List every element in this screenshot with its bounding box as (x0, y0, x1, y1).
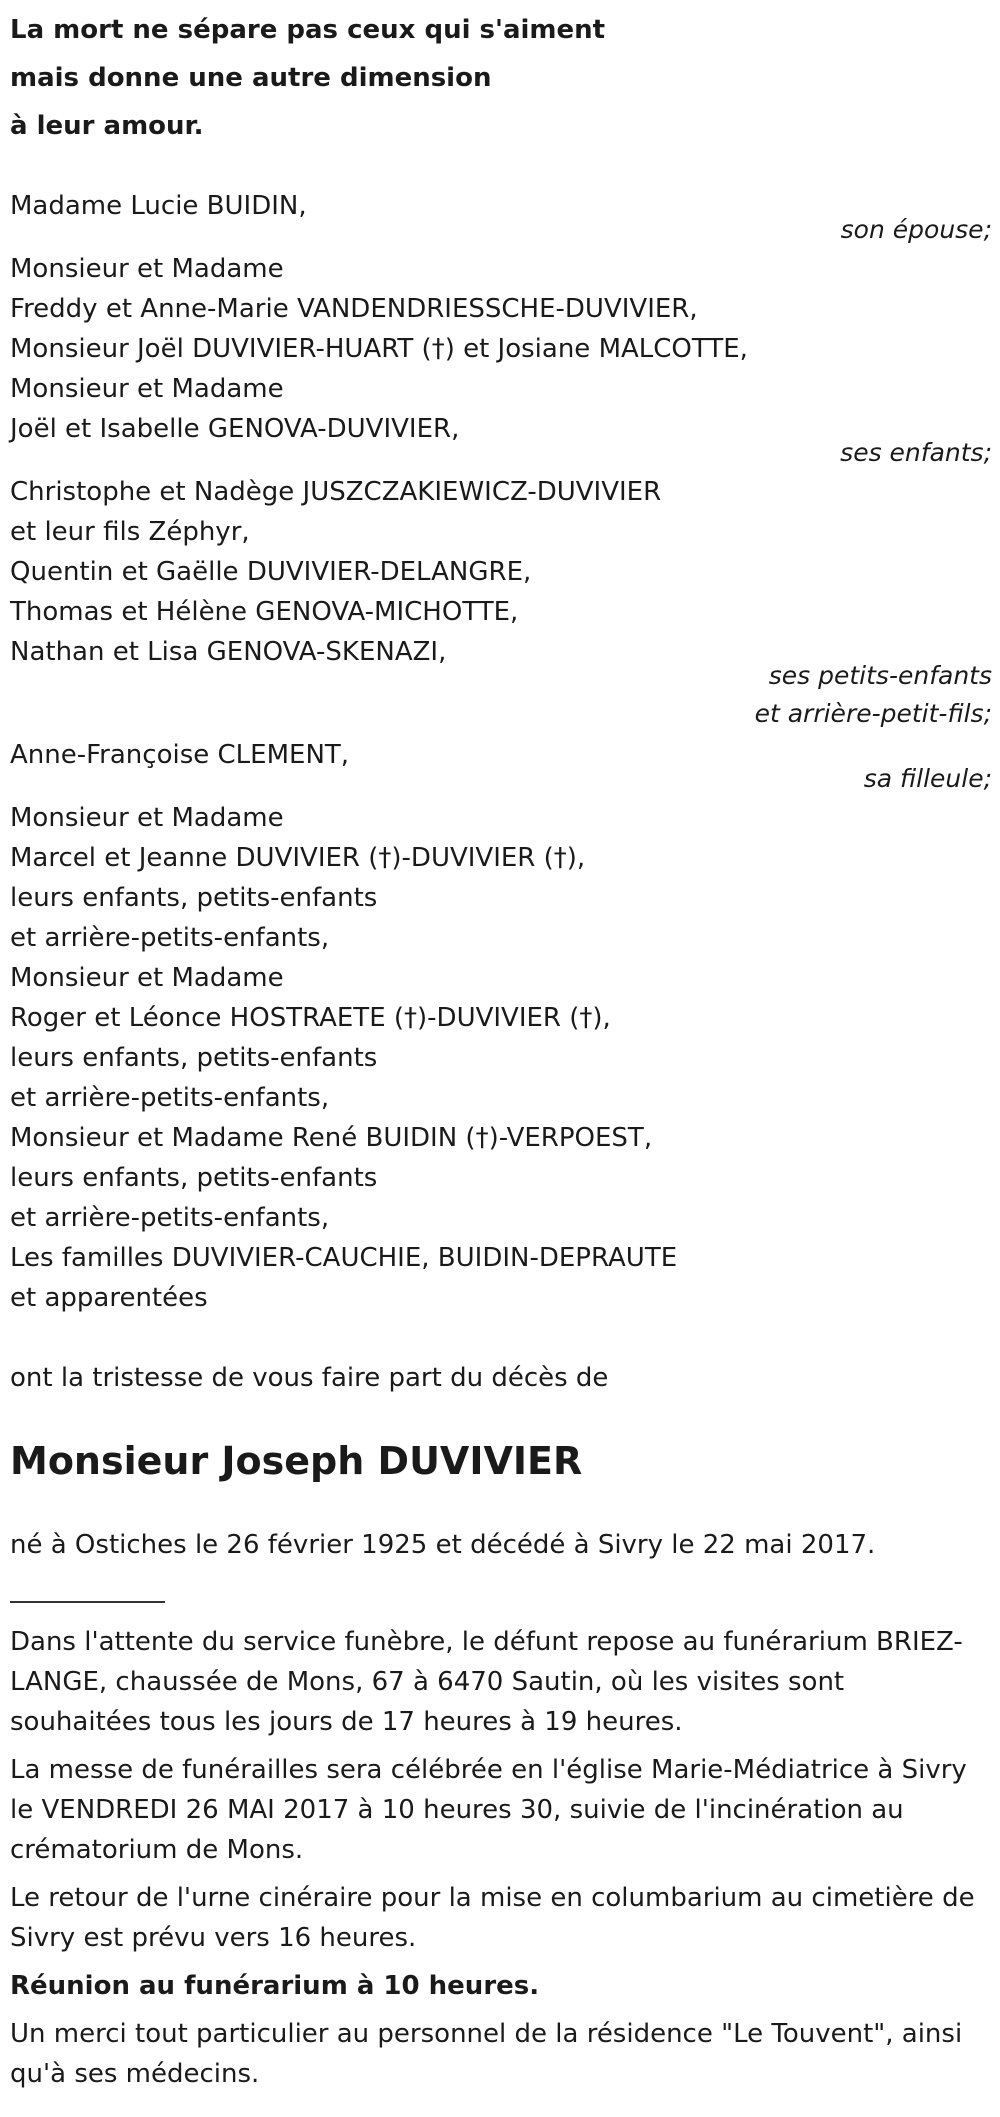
mourner-line: leurs enfants, petits-enfants (10, 1043, 378, 1073)
mourner-line: Thomas et Hélène GENOVA-MICHOTTE, (10, 597, 519, 627)
mourner-line: Marcel et Jeanne DUVIVIER (†)-DUVIVIER (†), (10, 843, 586, 873)
birth-death-dates: né à Ostiches le 26 février 1925 et décédé à Sivry le 22 mai 2017. (10, 1530, 876, 1560)
mourner-line: Joël et Isabelle GENOVA-DUVIVIER, (10, 414, 460, 444)
mourner-line: et arrière-petits-enfants, (10, 1083, 330, 1113)
mourner-line: Les familles DUVIVIER-CAUCHIE, BUIDIN-DEPRAUTE (10, 1243, 678, 1273)
meeting-info: Réunion au funérarium à 10 heures. (10, 1971, 540, 2001)
mass-info: La messe de funérailles sera célébrée en l'église Marie-Médiatrice à Sivry le VENDREDI 26 MAI 2017 à 10 heures 30, suivie de l'incinération au crématorium de Mons. (10, 1755, 967, 1865)
mourner-line: Monsieur et Madame (10, 803, 284, 833)
quote-line: à leur amour. (10, 111, 204, 141)
mourner-line: Quentin et Gaëlle DUVIVIER-DELANGRE, (10, 557, 532, 587)
viewing-info: Dans l'attente du service funèbre, le défunt repose au funérarium BRIEZ-LANGE, chaussée de Mons, 67 à 6470 Sautin, où les visites sont souhaitées tous les jours de 17 heures à 19 heures. (10, 1627, 963, 1737)
divider (10, 1601, 165, 1603)
mourner-line: leurs enfants, petits-enfants (10, 1163, 378, 1193)
mourner-line: Anne-Françoise CLEMENT, (10, 740, 350, 770)
relation-label: ses petits-enfants (768, 661, 992, 690)
urn-info: Le retour de l'urne cinéraire pour la mise en columbarium au cimetière de Sivry est prévu vers 16 heures. (10, 1883, 975, 1953)
mourner-line: et arrière-petits-enfants, (10, 1203, 330, 1233)
mourner-line: et leur fils Zéphyr, (10, 517, 250, 547)
mourner-line: Christophe et Nadège JUSZCZAKIEWICZ-DUVIVIER (10, 477, 662, 507)
mourner-line: Nathan et Lisa GENOVA-SKENAZI, (10, 637, 447, 667)
mourner-line: Monsieur Joël DUVIVIER-HUART (†) et Josiane MALCOTTE, (10, 334, 748, 364)
relation-label: ses enfants; (840, 438, 992, 467)
relation-label: sa filleule; (863, 764, 992, 793)
mourner-line: leurs enfants, petits-enfants (10, 883, 378, 913)
announcement-text: ont la tristesse de vous faire part du décès de (10, 1363, 609, 1393)
mourner-line: Monsieur et Madame (10, 374, 284, 404)
relation-label: son épouse; (840, 215, 992, 244)
thanks-message: Un merci tout particulier au personnel de la résidence "Le Touvent", ainsi qu'à ses médecins. (10, 2019, 963, 2089)
mourner-line: et apparentées (10, 1283, 208, 1313)
mourner-line: Freddy et Anne-Marie VANDENDRIESSCHE-DUVIVIER, (10, 294, 698, 324)
deceased-name: Monsieur Joseph DUVIVIER (10, 1439, 583, 1483)
relation-label: et arrière-petit-fils; (754, 699, 992, 728)
mourner-line: et arrière-petits-enfants, (10, 923, 330, 953)
mourner-line: Monsieur et Madame René BUIDIN (†)-VERPOEST, (10, 1123, 653, 1153)
mourner-line: Monsieur et Madame (10, 963, 284, 993)
mourner-line: Madame Lucie BUIDIN, (10, 191, 307, 221)
quote-line: mais donne une autre dimension (10, 63, 492, 93)
quote-line: La mort ne sépare pas ceux qui s'aiment (10, 15, 606, 45)
mourner-line: Roger et Léonce HOSTRAETE (†)-DUVIVIER (†), (10, 1003, 611, 1033)
mourner-line: Monsieur et Madame (10, 254, 284, 284)
